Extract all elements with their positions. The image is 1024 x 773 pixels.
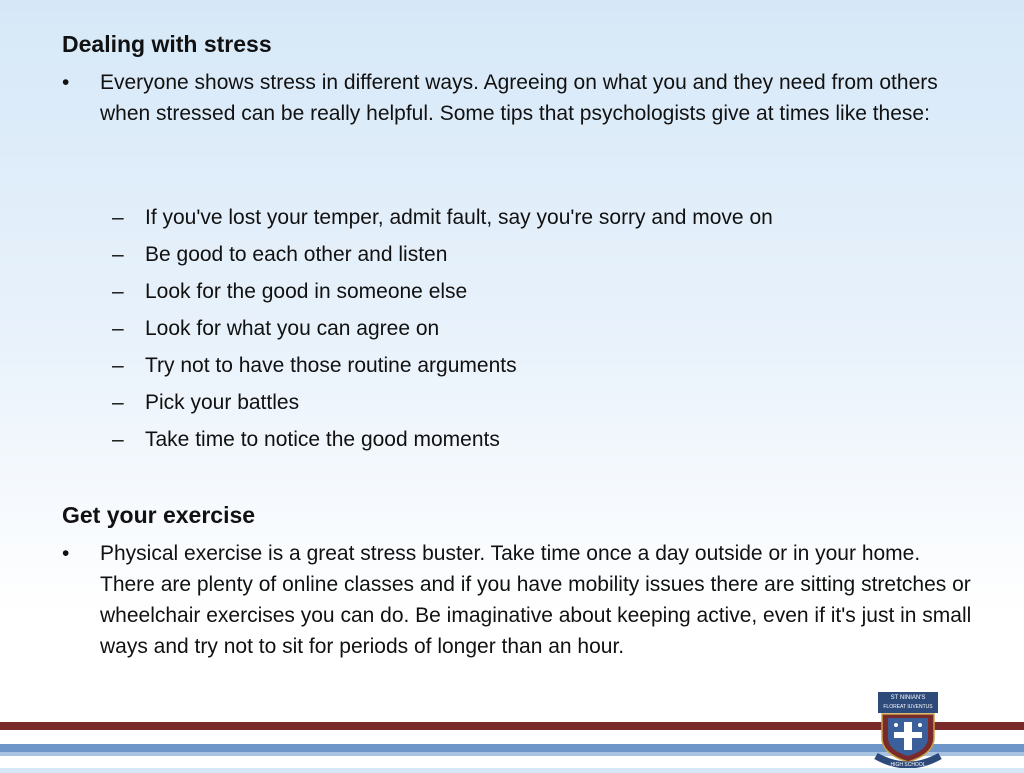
crest-top-text: ST NINIAN'S	[890, 695, 926, 701]
tip-text: Be good to each other and listen	[145, 243, 448, 266]
tip-text: Look for what you can agree on	[145, 317, 440, 340]
tip-item	[112, 313, 912, 350]
dash-mark: –	[112, 354, 124, 377]
dash-mark: –	[112, 280, 124, 303]
exercise-bullet	[62, 538, 972, 662]
crest-bottom-text: HIGH SCHOOL	[890, 762, 926, 768]
dash-mark: –	[112, 391, 124, 414]
tip-text: Take time to notice the good moments	[145, 428, 500, 451]
crest-shield-icon	[874, 690, 942, 768]
tip-item	[112, 239, 912, 276]
bullet-mark: •	[62, 71, 70, 94]
footer-band-light-blue	[0, 752, 1024, 756]
tip-item	[112, 350, 912, 387]
dash-mark: –	[112, 428, 124, 451]
school-crest-logo	[874, 690, 942, 768]
footer-band-gap	[0, 730, 1024, 744]
tip-item	[112, 202, 912, 239]
footer-band-maroon	[0, 722, 1024, 730]
tip-item	[112, 276, 912, 313]
tip-text: Pick your battles	[145, 391, 300, 414]
tip-text: Look for the good in someone else	[145, 280, 468, 303]
crest-motto-text: FLOREAT IUVENTUS	[883, 704, 933, 710]
exercise-bullet-text: Physical exercise is a great stress buster. Take time once a day outside or in your home. There are plenty of online classes and if you have mobility issues there are sitting stretches or wheelchair exercises you can do. Be imaginative about keeping active, even if it's just in small ways and try not to sit for periods of longer than an hour.	[100, 542, 972, 658]
stress-bullet-text: Everyone shows stress in different ways. Agreeing on what you and they need from others when stressed can be really helpful. Some tips that psychologists give at times like these:	[100, 71, 938, 125]
tip-item	[112, 387, 912, 424]
section-heading-exercise: Get your exercise	[62, 502, 256, 528]
tip-text: Try not to have those routine arguments	[145, 354, 517, 377]
dash-mark: –	[112, 206, 124, 229]
tips-list	[112, 202, 912, 461]
tip-text: If you've lost your temper, admit fault, say you're sorry and move on	[145, 206, 773, 229]
dash-mark: –	[112, 243, 124, 266]
section-heading-stress: Dealing with stress	[62, 31, 272, 57]
footer-band-blue	[0, 744, 1024, 752]
stress-bullet	[62, 67, 972, 129]
dash-mark: –	[112, 317, 124, 340]
bullet-mark: •	[62, 542, 70, 565]
tip-item	[112, 424, 912, 461]
